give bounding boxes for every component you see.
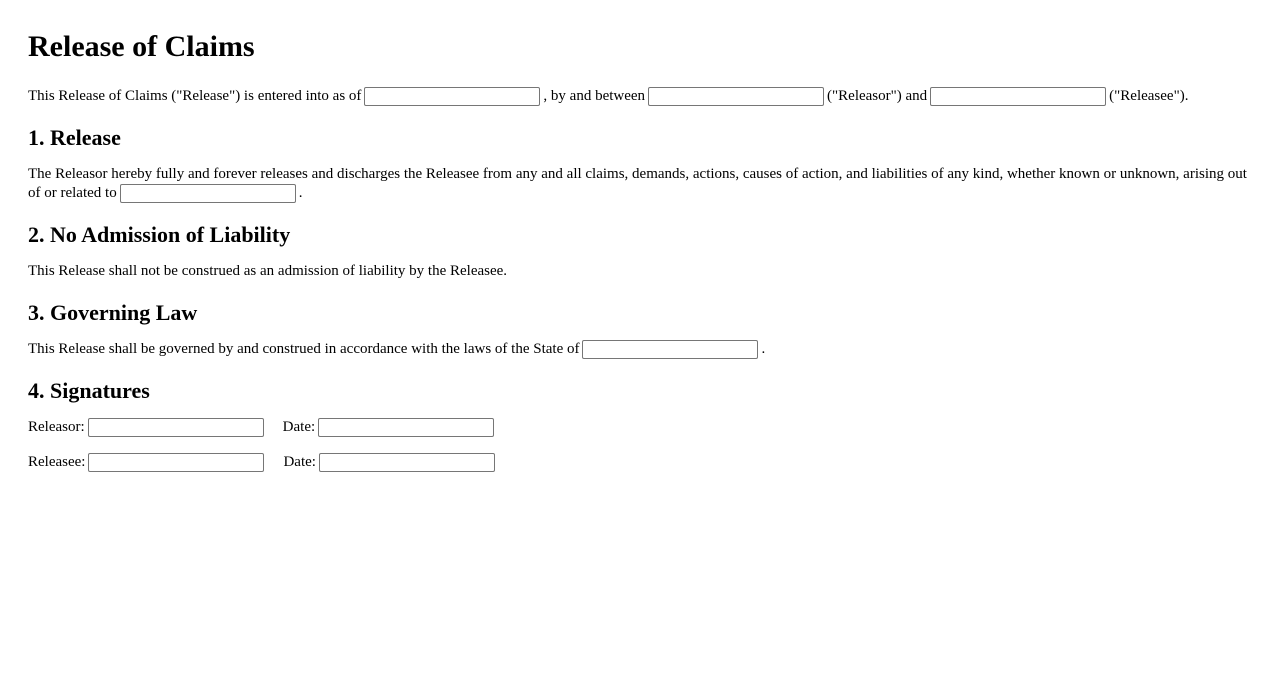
released-matter-input[interactable] xyxy=(120,184,296,203)
section-heading-no-admission: 2. No Admission of Liability xyxy=(28,222,291,248)
releasee-signature-label: Releasee: xyxy=(28,454,86,471)
document-title: Release of Claims xyxy=(28,30,255,63)
intro-text-1: This Release of Claims ("Release") is entered into as of xyxy=(28,88,362,104)
section-heading-governing-law: 3. Governing Law xyxy=(28,300,198,326)
releasor-date-label: Date: xyxy=(282,419,316,436)
releasee-signature-input[interactable] xyxy=(88,453,264,472)
releasee-date-label: Date: xyxy=(283,454,316,471)
section-heading-release: 1. Release xyxy=(28,125,121,151)
intro-text-4: ("Releasee"). xyxy=(1109,88,1189,104)
section-heading-signatures: 4. Signatures xyxy=(28,378,150,404)
intro-text-3: ("Releasor") and xyxy=(827,88,928,104)
governing-law-text: This Release shall be governed by and construed in accordance with the laws of the State of xyxy=(28,341,580,358)
release-text: The Releasor hereby fully and forever releases and discharges the Releasee from any and all claims, demands, actions, causes of action, and liabilities of any kind, whether known or unknown, arising out of or related to xyxy=(28,166,1247,202)
releasee-name-input[interactable] xyxy=(930,87,1106,106)
intro-paragraph xyxy=(28,87,1250,106)
intro-text-2: , by and between xyxy=(543,88,646,104)
releasee-signature-row xyxy=(28,453,1250,472)
releasor-name-input[interactable] xyxy=(648,87,824,106)
release-period: . xyxy=(298,185,303,202)
releasor-signature-label: Releasor: xyxy=(28,419,85,436)
governing-law-period: . xyxy=(761,341,766,358)
no-admission-paragraph: This Release shall not be construed as an admission of liability by the Releasee. xyxy=(28,263,508,280)
releasor-signature-input[interactable] xyxy=(88,418,264,437)
releasor-date-input[interactable] xyxy=(318,418,494,437)
releasor-signature-row xyxy=(28,418,1250,437)
effective-date-input[interactable] xyxy=(364,87,540,106)
releasee-date-input[interactable] xyxy=(319,453,495,472)
release-paragraph xyxy=(28,165,1250,203)
governing-law-paragraph xyxy=(28,340,1250,359)
governing-state-input[interactable] xyxy=(582,340,758,359)
